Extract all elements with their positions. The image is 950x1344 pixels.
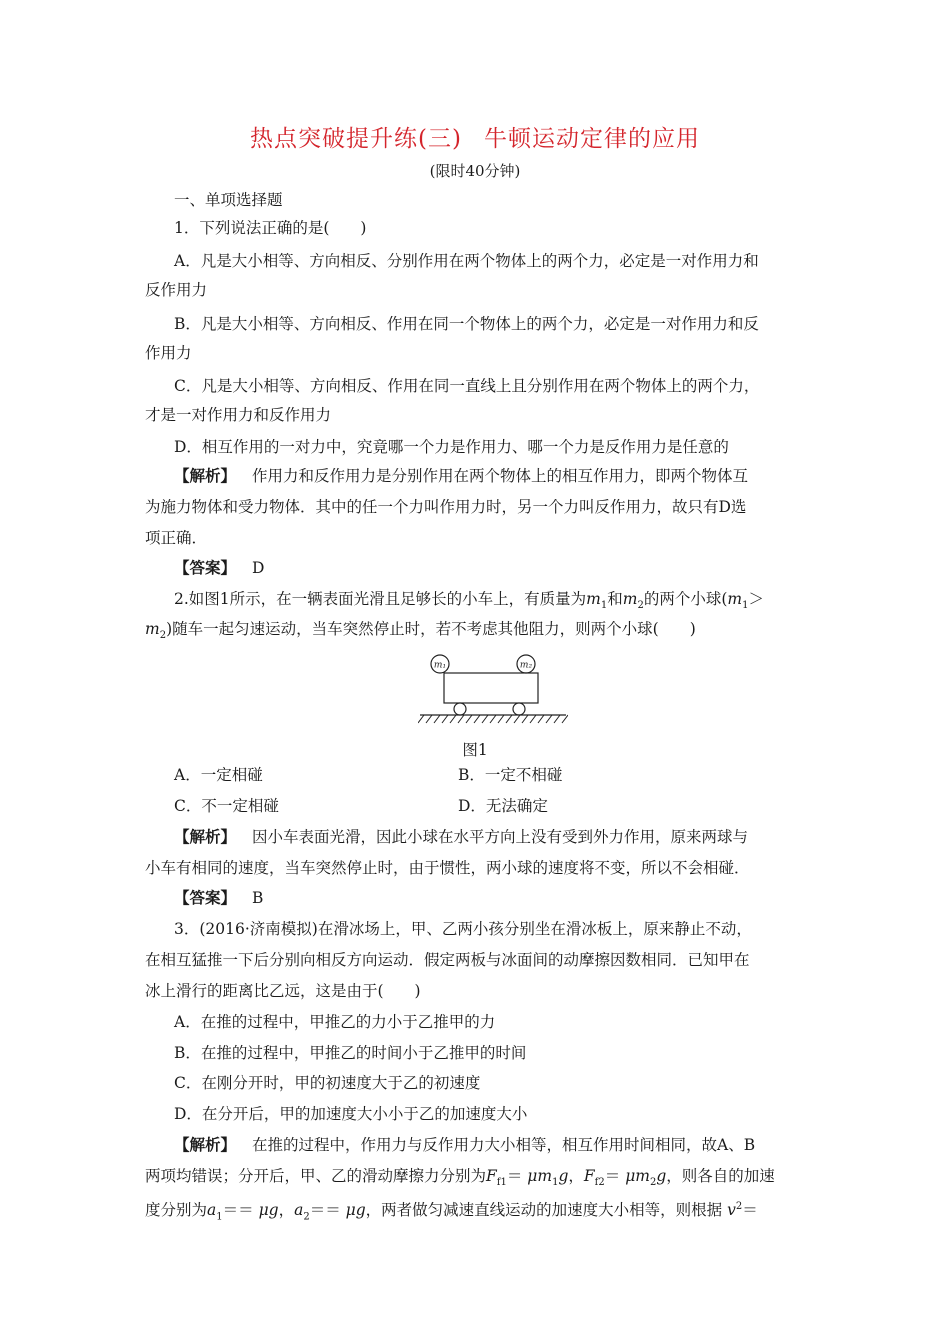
title-part1: 热点突破提升练(三) bbox=[250, 126, 462, 152]
q3-analysis-line1 bbox=[174, 1135, 839, 1155]
svg-text:m₁: m₁ bbox=[433, 660, 447, 671]
q2-stem-line2: $m_2$)随车一起匀速运动，当车突然停止时，若不考虑其他阻力，则两个小球( ) bbox=[145, 620, 696, 642]
q2-stem-text5: 随车一起匀速运动，当车突然停止时，若不考虑其他阻力，则两个小球( ) bbox=[172, 620, 696, 638]
q3-stem-line2: 在相互猛推一下后分别向相反方向运动．假定两板与冰面间的动摩擦因数相同．已知甲在 bbox=[145, 951, 750, 969]
q3-stem-line3: 冰上滑行的距离比乙远，这是由于( ) bbox=[145, 982, 421, 1000]
q2-analysis-line2: 小车有相同的速度，当车突然停止时，由于惯性，两小球的速度将不变，所以不会相碰． bbox=[145, 859, 750, 877]
q2-analysis-text: 因小车表面光滑，因此小球在水平方向上没有受到外力作用，原来两球与 bbox=[252, 828, 749, 846]
q3-analysis-text3b: ，两者做匀减速直线运动的加速度大小相等，则根据 bbox=[365, 1201, 723, 1220]
q1-answer-label: 【答案】 bbox=[174, 558, 237, 577]
q3-analysis-label: 【解析】 bbox=[174, 1135, 237, 1154]
q3-option-a: A．在推的过程中，甲推乙的力小于乙推甲的力 bbox=[174, 1013, 496, 1031]
q3-analysis-text: 在推的过程中，作用力与反作用力大小相等，相互作用时间相同，故A、B bbox=[252, 1136, 756, 1154]
q1-option-a-line1: A．凡是大小相等、方向相反、分别作用在两个物体上的两个力，必定是一对作用力和 bbox=[174, 252, 759, 270]
q2-answer-value: B bbox=[252, 889, 264, 907]
ground-hatch bbox=[418, 715, 568, 723]
q3-stem-line1: 3．(2016·济南模拟)在滑冰场上，甲、乙两小孩分别坐在滑冰板上，原来静止不动， bbox=[174, 920, 752, 938]
q1-answer-value: D bbox=[252, 559, 265, 577]
q3-analysis-text2a: 两项均错误；分开后，甲、乙的滑动摩擦力分别为 bbox=[145, 1167, 487, 1185]
q1-analysis-line2: 为施力物体和受力物体．其中的任一个力叫作用力时，另一个力叫反作用力，故只有D选 bbox=[145, 498, 747, 516]
q3-option-d: D．在分开后，甲的加速度大小小于乙的加速度大小 bbox=[174, 1105, 528, 1123]
cart-figure bbox=[418, 652, 568, 724]
figure-caption: 图1 bbox=[462, 741, 488, 759]
q1-analysis-line3: 项正确． bbox=[145, 529, 208, 547]
q3-analysis-text3a: 度分别为 bbox=[145, 1201, 208, 1220]
q3-analysis-text2b: ，则各自的加速 bbox=[666, 1167, 775, 1185]
ball-m2 bbox=[517, 655, 535, 673]
q1-answer bbox=[174, 558, 839, 578]
q2-stem-text2: 和 bbox=[607, 590, 623, 608]
q2-option-a: A．一定相碰 bbox=[174, 766, 263, 784]
time-limit: (限时40分钟) bbox=[429, 162, 521, 180]
q1-stem: 1．下列说法正确的是( ) bbox=[174, 219, 367, 237]
title-part2: 牛顿运动定律的应用 bbox=[483, 126, 700, 152]
cart-body bbox=[444, 673, 538, 703]
cart-wheel-right bbox=[513, 703, 525, 715]
q2-stem-line1: 2.如图1所示，在一辆表面光滑且足够长的小车上，有质量为$m_1$和$m_2$的两个小球($m_1>$ bbox=[174, 590, 764, 612]
q2-analysis-line1 bbox=[174, 827, 839, 847]
q1-option-d: D．相互作用的一对力中，究竟哪一个力是作用力、哪一个力是反作用力是任意的 bbox=[174, 438, 729, 456]
q2-stem-text1: 2.如图1所示，在一辆表面光滑且足够长的小车上，有质量为 bbox=[174, 590, 587, 608]
q2-stem-text3: 的两个小球( bbox=[643, 590, 728, 608]
cart-wheel-left bbox=[454, 703, 466, 715]
q1-analysis-text: 作用力和反作用力是分别作用在两个物体上的相互作用力，即两个物体互 bbox=[252, 467, 749, 485]
q1-analysis-label: 【解析】 bbox=[174, 466, 237, 485]
q1-analysis-line1 bbox=[174, 466, 839, 486]
svg-text:m₂: m₂ bbox=[519, 660, 533, 671]
q3-option-b: B．在推的过程中，甲推乙的时间小于乙推甲的时间 bbox=[174, 1044, 527, 1062]
ball-m1 bbox=[431, 655, 449, 673]
q3-analysis-line3: 度分别为$a_1== \mu g$，$a_2== \mu g$，两者做匀减速直线运动的加速度大小相等，则根据 $v^2=$ bbox=[145, 1201, 758, 1223]
q1-option-a-line2: 反作用力 bbox=[145, 281, 208, 299]
q2-stem-text4: ＞ bbox=[748, 590, 764, 608]
q1-option-c-line1: C．凡是大小相等、方向相反、作用在同一直线上且分别作用在两个物体上的两个力， bbox=[174, 377, 760, 395]
q2-option-c: C．不一定相碰 bbox=[174, 797, 279, 815]
q3-analysis-line2: 两项均错误；分开后，甲、乙的滑动摩擦力分别为$F_{f1}= \mu m_1g$，$F_{f2}= \mu m_2g$，则各自的加速 bbox=[145, 1167, 775, 1189]
section-heading: 一、单项选择题 bbox=[174, 191, 283, 209]
q3-option-c: C．在刚分开时，甲的初速度大于乙的初速度 bbox=[174, 1074, 481, 1092]
q2-option-d: D．无法确定 bbox=[458, 797, 548, 815]
q2-analysis-label: 【解析】 bbox=[174, 827, 237, 846]
q1-option-c-line2: 才是一对作用力和反作用力 bbox=[145, 406, 332, 424]
q1-option-b-line2: 作用力 bbox=[145, 344, 192, 362]
page-title bbox=[0, 120, 950, 153]
q2-answer-label: 【答案】 bbox=[174, 888, 237, 907]
q1-option-b-line1: B．凡是大小相等、方向相反、作用在同一个物体上的两个力，必定是一对作用力和反 bbox=[174, 315, 759, 333]
q2-answer bbox=[174, 888, 839, 908]
q2-option-b: B．一定不相碰 bbox=[458, 766, 563, 784]
